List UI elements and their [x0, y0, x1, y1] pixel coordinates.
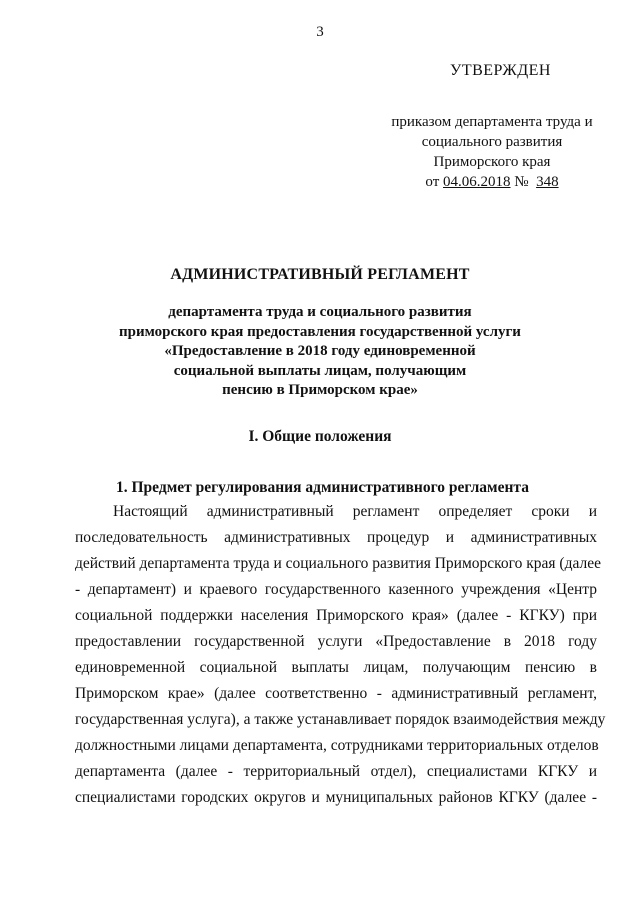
number-prefix: № — [514, 174, 529, 190]
subtitle-line: приморского края предоставления государственной услуги — [119, 323, 521, 340]
order-number: 348 — [536, 174, 559, 190]
subsection-heading: 1. Предмет регулирования административного регламента — [116, 479, 529, 496]
document-subtitle — [90, 303, 550, 401]
paragraph-line: предоставлении государственной услуги «Предоставление в 2018 году — [75, 633, 597, 650]
paragraph-line: государственная услуга), а также устанавливает порядок взаимодействия между — [75, 711, 606, 728]
paragraph-line: специалистами городских округов и муниципальных районов КГКУ (далее - — [75, 789, 597, 806]
paragraph-line: Настоящий административный регламент определяет сроки и — [113, 503, 597, 520]
subtitle-line: социальной выплаты лицам, получающим — [173, 362, 467, 379]
paragraph-line: департамента (далее - территориальный отдел), специалистами КГКУ и — [75, 763, 597, 780]
approval-date: 04.06.2018 — [443, 174, 511, 190]
approval-line: приказом департамента труда и — [391, 114, 593, 130]
approved-label: УТВЕРЖДЕН — [450, 62, 551, 79]
date-prefix: от — [425, 174, 440, 190]
approval-line: социального развития — [421, 134, 563, 150]
section-heading: I. Общие положения — [248, 428, 392, 445]
approval-line: Приморского края — [433, 154, 551, 170]
subtitle-line: пенсию в Приморском крае» — [222, 382, 418, 398]
paragraph-line: Приморском крае» (далее соответственно - административный регламент, — [75, 685, 597, 702]
paragraph-line: - департамент) и краевого государственного казенного учреждения «Центр — [75, 581, 597, 598]
approval-date-line — [373, 172, 611, 192]
approval-block — [373, 112, 611, 192]
body-paragraph — [75, 499, 606, 811]
paragraph-line: социальной поддержки населения Приморского края» (далее - КГКУ) при — [75, 607, 597, 624]
paragraph-line: последовательность административных процедур и административных — [75, 529, 597, 546]
subtitle-line: «Предоставление в 2018 году единовременной — [164, 343, 476, 359]
subtitle-line: департамента труда и социального развития — [168, 304, 472, 320]
paragraph-line: действий департамента труда и социального развития Приморского края (далее — [75, 555, 601, 572]
paragraph-line: должностными лицами департамента, сотрудниками территориальных отделов — [75, 737, 599, 754]
document-title: АДМИНИСТРАТИВНЫЙ РЕГЛАМЕНТ — [170, 266, 470, 283]
page-number: 3 — [316, 24, 324, 40]
paragraph-line: единовременной социальной выплаты лицам, получающим пенсию в — [75, 659, 597, 676]
